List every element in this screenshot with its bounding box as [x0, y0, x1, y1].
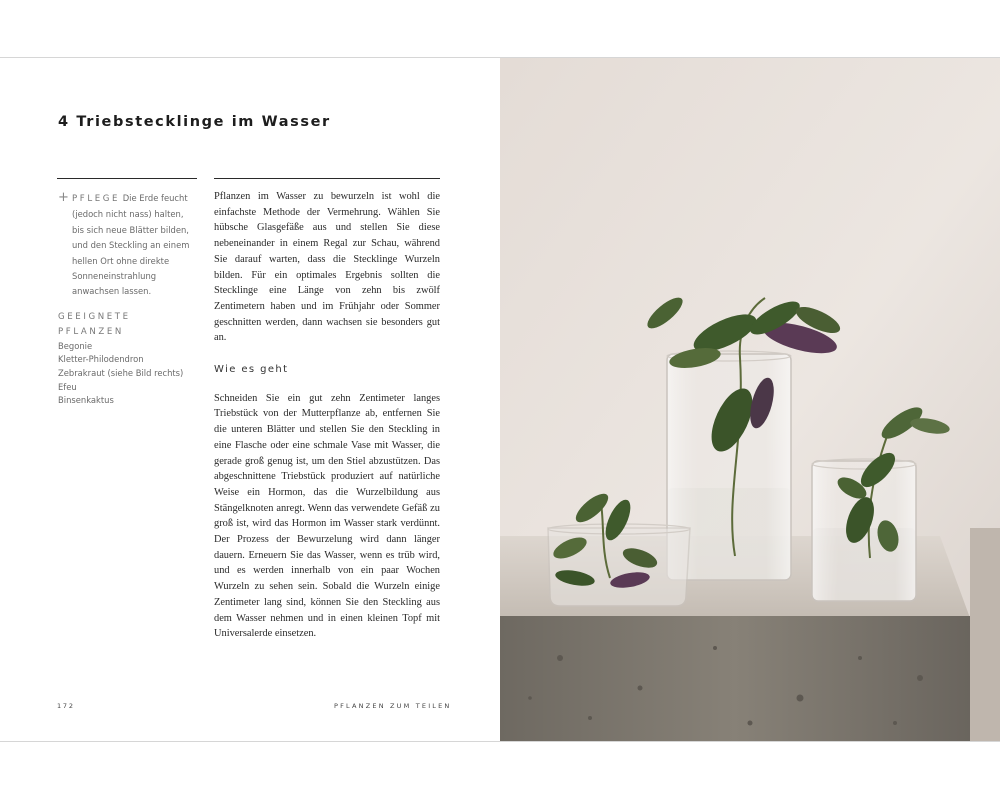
plus-icon: + [58, 190, 69, 205]
chapter-title: 4 Triebstecklinge im Wasser [58, 114, 331, 130]
suitable-plants-heading: GEEIGNETE PFLANZEN [58, 311, 131, 337]
plant-list [58, 340, 198, 408]
running-head: PFLANZEN ZUM TEILEN [334, 702, 452, 710]
page-number: 172 [57, 702, 75, 710]
list-item: Begonie [58, 340, 93, 351]
book-spread [0, 57, 1000, 742]
care-label: PFLEGE [72, 194, 121, 204]
left-page [0, 58, 500, 741]
intro-paragraph: Pflanzen im Wasser zu bewurzeln ist wohl die einfachste Methode der Vermehrung. Wählen Sie hübsche Glasgefäße aus und stellen Sie diese nebeneinander in einem Regal zur Schau, während Sie darauf warten, dass die Stecklinge Wurzeln bilden. Für ein optimales Ergebnis sollten die Stecklinge eine Länge von zehn bis zwölf Zentimetern haben und im Frühjahr oder Sommer geschnitten werden, dann wachsen sie besonders gut an. [214, 191, 440, 344]
body-text [214, 189, 440, 642]
instructions-paragraph: Schneiden Sie ein gut zehn Zentimeter langes Triebstück von der Mutterpflanze ab, entfernen Sie die unteren Blätter und stellen Sie den Steckling in eine Flasche oder eine schmale Vase mit Wasser, die gerade groß genug ist, um den Stiel abzustützen. Das abgeschnittene Triebstück produziert auf natürliche Weise ein Hormon, das die Wurzelbildung aus Stängelknoten anregt. Wenn das verwendete Gefäß zu groß ist, wird das Hormon im Wasser stark verdünnt. Der Prozess der Bewurzelung wird dann länger dauern. Erneuern Sie das Wasser, wenn es trüb wird, und es werden innerhalb von ein paar Wochen Wurzeln zu sehen sein. Sobald die Wurzeln einige Zentimeter lang sind, können Sie den Steckling aus dem Wasser nehmen und in einen kleinen Topf mit Universalerde einsetzen. [214, 392, 440, 640]
care-block [58, 191, 198, 300]
list-item: Zebrakraut (siehe Bild rechts) [58, 368, 184, 379]
care-text: Die Erde feucht (jedoch nicht nass) halten, bis sich neue Blätter bilden, und den Steckling an einem hellen Ort ohne direkte Sonneneinstrahlung anwachsen lassen. [72, 193, 190, 297]
glass-bowl [548, 524, 690, 606]
sidebar [58, 191, 198, 408]
body-rule [214, 178, 440, 179]
list-item: Binsenkaktus [58, 395, 114, 406]
list-item: Efeu [58, 381, 77, 392]
list-item: Kletter-Philodendron [58, 354, 144, 365]
plant-photo [500, 58, 1000, 741]
sidebar-rule [57, 178, 197, 179]
how-to-heading: Wie es geht [214, 364, 289, 376]
